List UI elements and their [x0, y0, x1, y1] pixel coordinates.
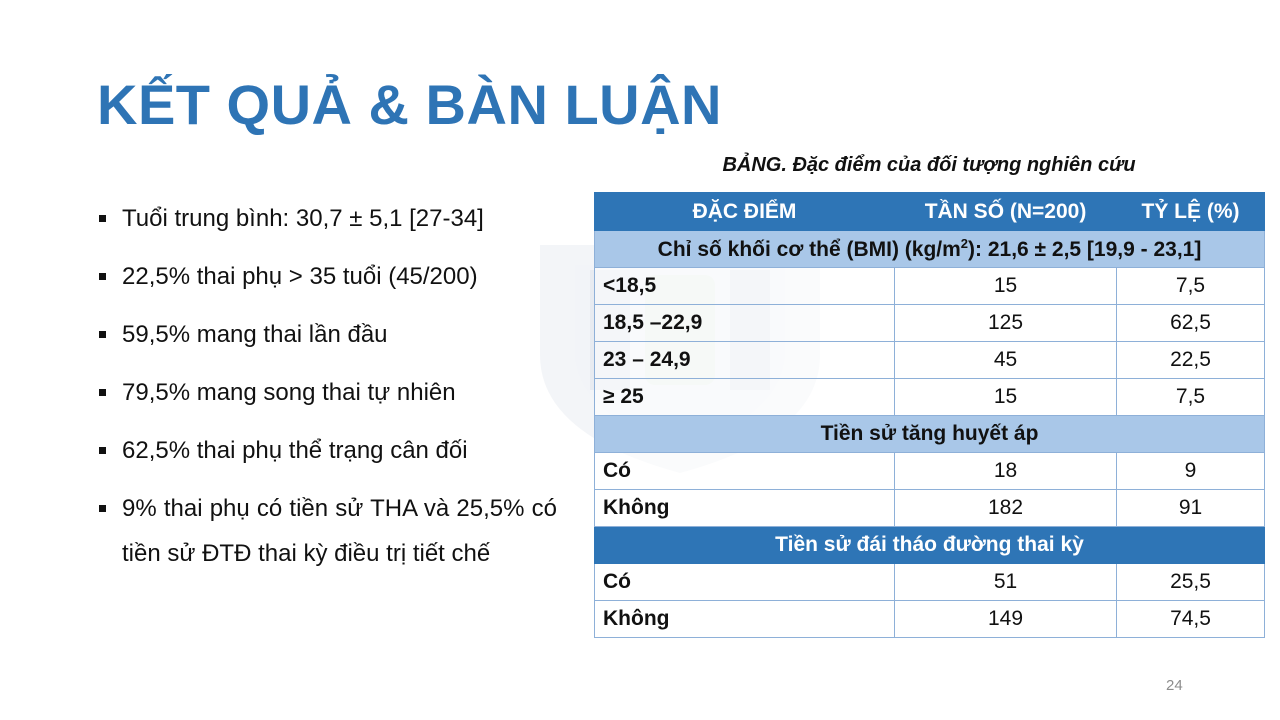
- table-row: [595, 379, 1265, 416]
- bullet-square-icon: [99, 273, 106, 280]
- bullet-text: 59,5% mang thai lần đầu: [122, 321, 388, 348]
- bullet-text: 9% thai phụ có tiền sử THA và 25,5% có tiền sử ĐTĐ thai kỳ điều trị tiết chế: [122, 495, 557, 567]
- table-header-row: [595, 193, 1265, 231]
- row-percentage: 74,5: [1117, 601, 1265, 638]
- row-label: <18,5: [595, 268, 895, 305]
- table-row: [595, 268, 1265, 305]
- bullet-item: [97, 312, 557, 357]
- row-frequency: 125: [895, 305, 1117, 342]
- row-frequency: 45: [895, 342, 1117, 379]
- row-frequency: 18: [895, 453, 1117, 490]
- row-frequency: 15: [895, 379, 1117, 416]
- bullet-square-icon: [99, 447, 106, 454]
- section-title-hypertension: Tiền sử tăng huyết áp: [595, 416, 1265, 453]
- bullet-list: [97, 196, 557, 589]
- row-percentage: 25,5: [1117, 564, 1265, 601]
- section-row-bmi: [595, 231, 1265, 268]
- row-frequency: 15: [895, 268, 1117, 305]
- section-title-gdm: Tiền sử đái tháo đường thai kỳ: [595, 527, 1265, 564]
- table-row: [595, 564, 1265, 601]
- bullet-text: 62,5% thai phụ thể trạng cân đối: [122, 437, 468, 464]
- section-title-bmi: Chỉ số khối cơ thể (BMI) $(kg/m^2)$: 21,6 ± 2,5 [19,9 - 23,1]: [595, 231, 1265, 268]
- row-percentage: 62,5: [1117, 305, 1265, 342]
- slide-title: KẾT QUẢ & BÀN LUẬN: [97, 73, 722, 136]
- row-frequency: 51: [895, 564, 1117, 601]
- bullet-item: [97, 428, 557, 473]
- row-percentage: 91: [1117, 490, 1265, 527]
- row-percentage: 7,5: [1117, 379, 1265, 416]
- row-percentage: 9: [1117, 453, 1265, 490]
- header-characteristic: ĐẶC ĐIỂM: [595, 193, 895, 231]
- row-frequency: 182: [895, 490, 1117, 527]
- bullet-item: [97, 370, 557, 415]
- row-percentage: 22,5: [1117, 342, 1265, 379]
- header-frequency: TẦN SỐ (N=200): [895, 193, 1117, 231]
- row-label: ≥ 25: [595, 379, 895, 416]
- row-label: Có: [595, 564, 895, 601]
- bullet-square-icon: [99, 389, 106, 396]
- bullet-text: 22,5% thai phụ > 35 tuổi (45/200): [122, 263, 478, 290]
- bullet-square-icon: [99, 505, 106, 512]
- row-label: Không: [595, 490, 895, 527]
- row-label: 18,5 –22,9: [595, 305, 895, 342]
- row-label: Có: [595, 453, 895, 490]
- bullet-item: [97, 486, 557, 576]
- row-percentage: 7,5: [1117, 268, 1265, 305]
- row-frequency: 149: [895, 601, 1117, 638]
- characteristics-table: [594, 192, 1265, 638]
- page-number: 24: [1166, 677, 1183, 694]
- section-row-gdm: [595, 527, 1265, 564]
- table-row: [595, 601, 1265, 638]
- table-caption: BẢNG. Đặc điểm của đối tượng nghiên cứu: [722, 154, 1136, 176]
- row-label: 23 – 24,9: [595, 342, 895, 379]
- table-row: [595, 453, 1265, 490]
- bullet-item: [97, 196, 557, 241]
- bullet-item: [97, 254, 557, 299]
- header-percentage: TỶ LỆ (%): [1117, 193, 1265, 231]
- table-row: [595, 342, 1265, 379]
- table-row: [595, 305, 1265, 342]
- row-label: Không: [595, 601, 895, 638]
- bullet-square-icon: [99, 215, 106, 222]
- table-row: [595, 490, 1265, 527]
- bullet-text: 79,5% mang song thai tự nhiên: [122, 379, 456, 406]
- bullet-text: Tuổi trung bình: 30,7 ± 5,1 [27-34]: [122, 205, 484, 232]
- bullet-square-icon: [99, 331, 106, 338]
- section-row-hypertension: [595, 416, 1265, 453]
